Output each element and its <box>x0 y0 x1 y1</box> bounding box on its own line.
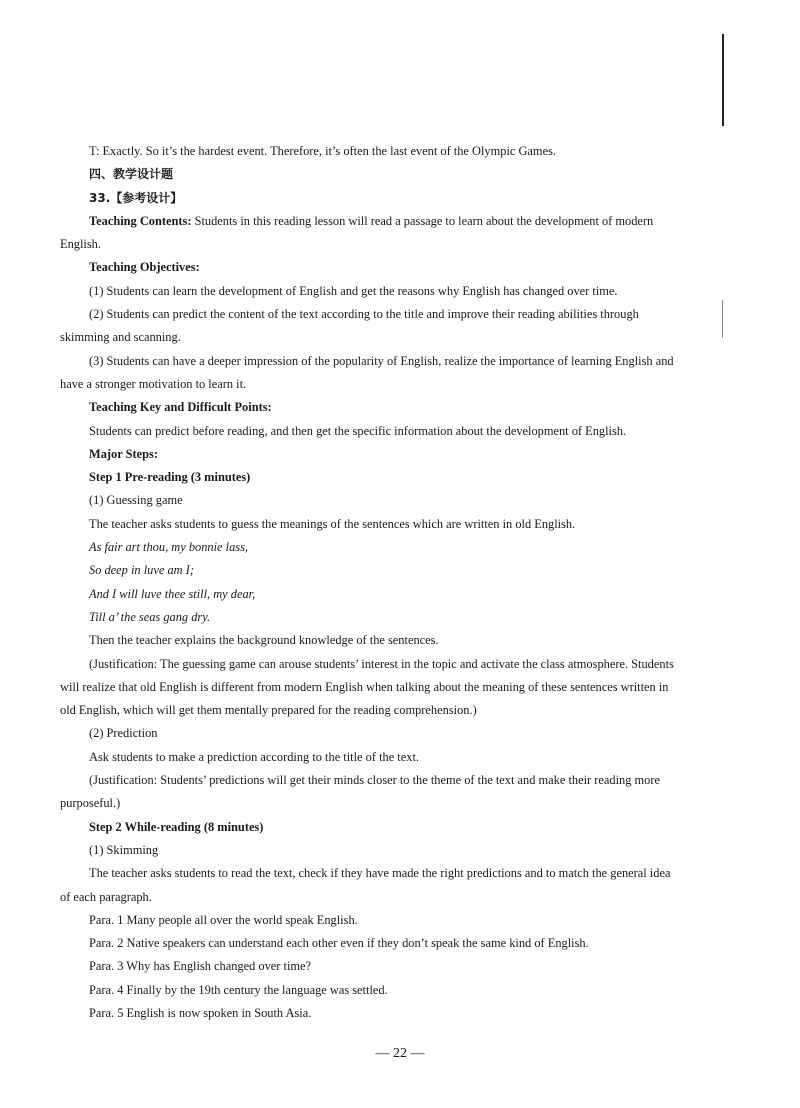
teaching-contents-label: Teaching Contents: <box>89 213 192 228</box>
para-item: Para. 5 English is now spoken in South Asia. <box>89 1005 312 1020</box>
para-item: Para. 4 Finally by the 19th century the language was settled. <box>89 982 388 997</box>
section-heading: 四、教学设计题 <box>89 167 174 182</box>
question-heading: 33.【参考设计】 <box>89 190 183 205</box>
guessing-title: (1) Guessing game <box>89 493 183 508</box>
poem-line: As fair art thou, my bonnie lass, <box>89 540 249 555</box>
key-points-text: Students can predict before reading, and then get the specific information about the development of English. <box>89 423 627 438</box>
skimming-title: (1) Skimming <box>89 842 159 857</box>
page-number: — 22 — <box>375 1046 425 1061</box>
objective-item: (1) Students can learn the development of English and get the reasons why English has changed over time. <box>89 283 618 298</box>
document-page <box>60 140 678 1025</box>
teaching-contents <box>60 210 678 257</box>
justification-2: (Justification: Students’ predictions will get their minds closer to the theme of the text and make their reading more purposeful.) <box>60 773 660 811</box>
objectives-label: Teaching Objectives: <box>89 260 200 275</box>
para-item: Para. 2 Native speakers can understand each other even if they don’t speak the same kind of English. <box>89 936 589 951</box>
prediction-title: (2) Prediction <box>89 726 158 741</box>
poem-line: So deep in luve am I; <box>89 563 194 578</box>
step1-title: Step 1 Pre-reading (3 minutes) <box>89 470 251 485</box>
objective-item: (2) Students can predict the content of the text according to the title and improve their reading abilities through skimming and scanning. <box>60 307 639 345</box>
justification-1: (Justification: The guessing game can arouse students’ interest in the topic and activate the class atmosphere. Students will realize that old English is different from modern English when talking about the meaning of these sentences written in old English, which will get them mentally prepared for the reading comprehension.) <box>60 656 674 718</box>
scan-edge-line <box>722 34 724 126</box>
poem-line: Till a’ the seas gang dry. <box>89 609 211 624</box>
after-poem-text: Then the teacher explains the background knowledge of the sentences. <box>89 633 439 648</box>
scan-edge-line <box>722 300 723 338</box>
teaching-contents-text: Students in this reading lesson will read a passage to learn about the development of modern English. <box>60 213 654 252</box>
prediction-text: Ask students to make a prediction according to the title of the text. <box>89 749 419 764</box>
step2-title: Step 2 While-reading (8 minutes) <box>89 819 264 834</box>
key-points-label: Teaching Key and Difficult Points: <box>89 400 272 415</box>
poem-line: And I will luve thee still, my dear, <box>89 586 256 601</box>
objective-item: (3) Students can have a deeper impression of the popularity of English, realize the importance of learning English and have a stronger motivation to learn it. <box>60 353 674 391</box>
para-item: Para. 3 Why has English changed over time? <box>89 959 312 974</box>
major-steps-label: Major Steps: <box>89 446 158 461</box>
guessing-text: The teacher asks students to guess the meanings of the sentences which are written in old English. <box>89 516 576 531</box>
skimming-text: The teacher asks students to read the text, check if they have made the right predictions and to match the general idea of each paragraph. <box>60 866 671 904</box>
intro-line: T: Exactly. So it’s the hardest event. Therefore, it’s often the last event of the Olympic Games. <box>89 144 556 158</box>
para-item: Para. 1 Many people all over the world speak English. <box>89 912 358 927</box>
